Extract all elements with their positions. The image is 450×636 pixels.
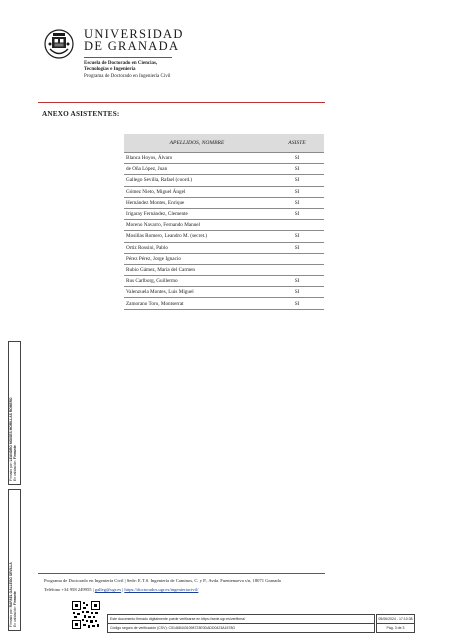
attendee-name: de Oña López, Juan (124, 164, 270, 175)
attendee-name: Zamorano Toro, Montserrat (124, 298, 270, 309)
footer-contact (44, 585, 281, 594)
footer-divider (38, 573, 325, 574)
university-name (84, 28, 184, 52)
footer (44, 576, 281, 594)
table-row (124, 298, 324, 309)
table-row (124, 220, 324, 231)
table-row (124, 208, 324, 219)
verification-date: 05/06/2024 - 17:10:38 (378, 617, 413, 621)
school-line1: Escuela de Doctorado en Ciencias, (84, 61, 158, 66)
attendee-name: Irigaray Fernández, Clemente (124, 208, 270, 219)
attendee-status: SI (270, 276, 324, 287)
attendee-status: SI (270, 231, 324, 242)
header-divider (84, 57, 172, 58)
attendee-status: SI (270, 298, 324, 309)
signature-1-name: LEANDRO MOISES MORILLAS ROMERO (9, 397, 13, 462)
attendee-name: Gómez Nieto, Miguel Ángel (124, 186, 270, 197)
table-row (124, 186, 324, 197)
table-row (124, 153, 324, 164)
table-row (124, 164, 324, 175)
attendee-name: Valenzuela Montes, Luis Miguel (124, 287, 270, 298)
attendee-name: Blanca Hoyos, Álvaro (124, 153, 270, 164)
attendee-name: Moreno Navarro, Fernando Manuel (124, 220, 270, 231)
table-row (124, 197, 324, 208)
attendee-status: SI (270, 287, 324, 298)
attendee-status: SI (270, 164, 324, 175)
footer-email-link[interactable]: galleg@ugr.es (94, 587, 122, 592)
university-name-line1: UNIVERSIDAD (84, 27, 184, 41)
header-name: APELLIDOS, NOMBRE (124, 134, 270, 153)
attendee-status: SI (270, 186, 324, 197)
header-attends: ASISTE (270, 134, 324, 153)
verification-meta-box (376, 614, 415, 633)
attendees-table (124, 134, 324, 310)
footer-separator: | (122, 587, 124, 592)
verification-csv-text: Código seguro de verificación (CSV): C514684431098723E0DADD0423A1578G (108, 623, 374, 632)
verification-qr-code (72, 601, 100, 629)
table-row (124, 242, 324, 253)
university-crest-logo (44, 28, 74, 60)
signature-1-text (9, 397, 18, 481)
attendee-status: SI (270, 175, 324, 186)
signature-2-label: Firmado por: (9, 608, 13, 627)
table-row (124, 264, 324, 275)
attendee-status (270, 264, 324, 275)
signature-2-role-prefix: En calidad de: (13, 606, 18, 627)
signature-2-text (9, 562, 18, 627)
attendee-name: Gallego Sevilla, Rafael (coord.) (124, 175, 270, 186)
footer-phone: Teléfono +34 958 249955 | (44, 587, 94, 592)
university-name-line2: DE GRANADA (84, 39, 180, 53)
signature-2-name: RAFAEL GALLEGO SEVILLA (9, 562, 13, 608)
table-row (124, 287, 324, 298)
attendee-name: Rubio Gámez, María del Carmen (124, 264, 270, 275)
attendee-name: Ortiz Rossini, Pablo (124, 242, 270, 253)
attendee-status: SI (270, 242, 324, 253)
table-row (124, 231, 324, 242)
attendee-name: Rus Carlborg, Guillermo (124, 276, 270, 287)
table-row (124, 175, 324, 186)
attendee-status: SI (270, 197, 324, 208)
annex-title: ANEXO ASISTENTES: (42, 110, 120, 118)
attendee-name: Pérez Pérez, Jorge Ignacio (124, 253, 270, 264)
footer-address: Programa de Doctorado en Ingeniería Civil | Sede: E.T.S. Ingeniería de Caminos, C. y P., Avda. Fuentenueva s/n, 18071 Granada (44, 578, 281, 583)
top-divider (38, 102, 325, 103)
signature-1-label: Firmado por: (9, 462, 13, 481)
school-line2: Tecnologías e Ingeniería (84, 67, 136, 73)
attendee-name: Hernández Montes, Enrique (124, 197, 270, 208)
table-header-row (124, 134, 324, 153)
signature-2-role: Firmante (13, 591, 18, 606)
attendee-name: Mosillas Romero, Leandro M. (secret.) (124, 231, 270, 242)
verification-url-text: Este documento firmado digitalmente puede verificarse en https://sede.ugr.es/verifirma/ (110, 617, 246, 621)
signature-1-role-prefix: En calidad de: (13, 460, 18, 481)
footer-url-link[interactable]: https://doctorados.ugr.es/ingenieriacivil/ (124, 587, 199, 592)
page-number: Pág. 3 de 3 (377, 623, 414, 632)
school-block (84, 61, 171, 80)
verification-box (107, 614, 375, 633)
table-row (124, 253, 324, 264)
attendee-status (270, 220, 324, 231)
attendee-status (270, 253, 324, 264)
school-line3: Programa de Doctorado en Ingeniería Civil (84, 73, 171, 79)
signature-1-role: Firmante (13, 445, 18, 460)
table-row (124, 276, 324, 287)
attendee-status: SI (270, 153, 324, 164)
attendee-status: SI (270, 208, 324, 219)
